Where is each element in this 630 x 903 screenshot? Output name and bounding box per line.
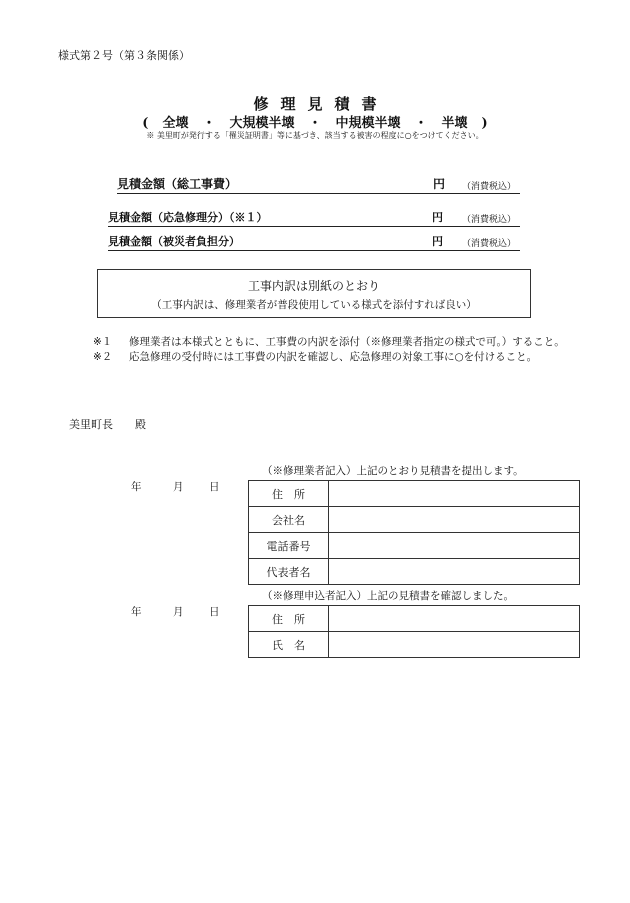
footnote-text: 修理業者は本様式とともに、工事費の内訳を添付（※修理業者指定の様式で可。）すること。 <box>129 336 565 348</box>
damage-level-options <box>0 112 630 131</box>
year-label: 年 <box>131 606 142 618</box>
damage-option-hankai[interactable]: 半壊 <box>441 116 468 131</box>
applicant-table <box>248 605 580 658</box>
damage-open-paren: ( <box>142 116 149 131</box>
representative-label: 代表者名 <box>249 559 329 585</box>
damage-close-paren: ) <box>481 116 488 131</box>
breakdown-notice-line2: （工事内訳は、修理業者が普段使用している様式を添付すれば良い） <box>151 299 477 311</box>
footnotes <box>93 335 583 365</box>
amount-total-field[interactable] <box>117 176 520 194</box>
applicant-date-field[interactable] <box>131 604 220 619</box>
tax-included-label: （消費税込） <box>461 215 516 225</box>
contractor-address-input[interactable] <box>329 481 580 507</box>
year-label: 年 <box>131 481 142 493</box>
month-label: 月 <box>173 606 184 618</box>
damage-option-zenkai[interactable]: 全壊 <box>162 116 189 131</box>
amount-label: 見積金額（総工事費） <box>117 177 238 191</box>
breakdown-notice-box <box>97 269 531 318</box>
applicant-name-label: 氏 名 <box>249 632 329 658</box>
amount-victim-share-field[interactable] <box>108 234 520 251</box>
addressee-honorific: 殿 <box>135 418 146 431</box>
applicant-name-input[interactable] <box>329 632 580 658</box>
tax-included-label: （消費税込） <box>461 182 516 192</box>
table-row <box>249 533 580 559</box>
amount-emergency-field[interactable] <box>108 210 520 227</box>
amount-label: 見積金額（被災者負担分） <box>108 235 240 248</box>
contractor-table <box>248 480 580 585</box>
damage-instruction-note: ※ 美里町が発行する「罹災証明書」等に基づき、該当する被害の程度に○をつけてください。 <box>146 131 484 140</box>
yen-unit: 円 <box>432 235 443 248</box>
company-name-label: 会社名 <box>249 507 329 533</box>
breakdown-notice-line1: 工事内訳は別紙のとおり <box>247 279 380 293</box>
footnote-mark: ※２ <box>93 351 113 363</box>
addressee-name: 美里町長 <box>69 418 113 431</box>
table-row <box>249 481 580 507</box>
tax-included-label: （消費税込） <box>461 239 516 249</box>
phone-input[interactable] <box>329 533 580 559</box>
form-number: 様式第２号（第３条関係） <box>58 49 190 62</box>
table-row <box>249 632 580 658</box>
yen-unit: 円 <box>433 177 446 191</box>
address-label: 住 所 <box>249 606 329 632</box>
table-row <box>249 606 580 632</box>
footnote-item <box>93 350 583 365</box>
phone-label: 電話番号 <box>249 533 329 559</box>
footnote-mark: ※１ <box>93 336 113 348</box>
contractor-date-field[interactable] <box>131 479 220 494</box>
applicant-address-input[interactable] <box>329 606 580 632</box>
yen-unit: 円 <box>432 211 443 224</box>
damage-separator: ・ <box>202 116 216 131</box>
month-label: 月 <box>173 481 184 493</box>
damage-option-chukibo-hankai[interactable]: 中規模半壊 <box>335 116 401 131</box>
addressee <box>69 416 146 432</box>
company-name-input[interactable] <box>329 507 580 533</box>
damage-separator: ・ <box>414 116 428 131</box>
contractor-caption: （※修理業者記入）上記のとおり見積書を提出します。 <box>262 465 524 477</box>
day-label: 日 <box>209 606 220 618</box>
document-title: 修理見積書 <box>253 95 389 113</box>
applicant-caption: （※修理申込者記入）上記の見積書を確認しました。 <box>262 590 514 602</box>
damage-option-daikibo-hankai[interactable]: 大規模半壊 <box>229 116 295 131</box>
representative-input[interactable] <box>329 559 580 585</box>
table-row <box>249 507 580 533</box>
address-label: 住 所 <box>249 481 329 507</box>
footnote-text: 応急修理の受付時には工事費の内訳を確認し、応急修理の対象工事に○を付けること。 <box>129 351 538 363</box>
day-label: 日 <box>209 481 220 493</box>
amount-label: 見積金額（応急修理分）（※１） <box>108 211 268 224</box>
footnote-item <box>93 335 583 350</box>
damage-separator: ・ <box>308 116 322 131</box>
table-row <box>249 559 580 585</box>
